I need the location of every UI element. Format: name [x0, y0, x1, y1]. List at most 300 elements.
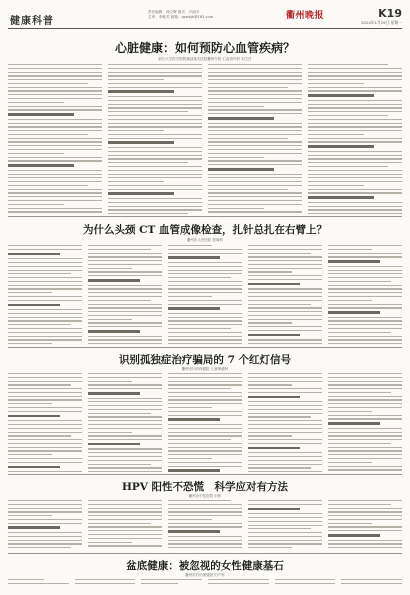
- text-line: [108, 181, 164, 182]
- text-line: [208, 174, 302, 175]
- text-line: [108, 213, 188, 214]
- text-line: [88, 271, 162, 272]
- text-line: [248, 245, 322, 246]
- text-line: [208, 196, 302, 197]
- text-line: [8, 439, 82, 440]
- text-line: [208, 168, 274, 171]
- text-line: [328, 253, 402, 254]
- text-line: [88, 464, 151, 465]
- text-line: [168, 439, 231, 440]
- text-line: [88, 326, 162, 327]
- text-line: [248, 420, 322, 421]
- text-line: [168, 500, 231, 501]
- text-line: [8, 420, 82, 421]
- text-line: [248, 536, 322, 537]
- text-line: [88, 523, 151, 524]
- text-line: [88, 526, 162, 527]
- text-line: [168, 515, 242, 516]
- text-line: [88, 401, 162, 402]
- text-lines: [208, 579, 269, 584]
- text-line: [108, 75, 202, 76]
- text-line: [308, 115, 388, 116]
- text-line: [8, 300, 82, 301]
- text-line: [8, 343, 52, 344]
- text-line: [108, 130, 164, 131]
- text-line: [208, 141, 302, 142]
- newspaper-page: [8, 6, 402, 589]
- text-line: [328, 428, 402, 429]
- text-line: [8, 332, 82, 333]
- text-line: [248, 447, 300, 450]
- text-line: [88, 268, 132, 269]
- text-line: [8, 519, 82, 520]
- text-line: [208, 134, 302, 135]
- text-line: [8, 458, 82, 459]
- text-line: [8, 72, 102, 73]
- text-line: [8, 339, 82, 340]
- text-line: [168, 519, 212, 520]
- text-line: [328, 332, 391, 333]
- text-line: [328, 388, 402, 389]
- text-line: [8, 177, 102, 178]
- text-line: [328, 439, 402, 440]
- text-line: [88, 311, 162, 312]
- text-line: [8, 130, 102, 131]
- text-line: [248, 543, 322, 544]
- text-line: [248, 296, 322, 297]
- text-line: [308, 155, 402, 156]
- text-lines: [341, 579, 402, 584]
- text-line: [248, 300, 322, 301]
- article-headline: 识别孤独症治疗骗局的 7 个红灯信号: [118, 354, 292, 366]
- text-line: [168, 403, 242, 404]
- text-line: [328, 469, 402, 470]
- text-line: [248, 471, 322, 472]
- text-line: [208, 79, 302, 80]
- text-line: [108, 174, 202, 175]
- text-line: [88, 448, 162, 449]
- text-line: [168, 432, 242, 433]
- text-line: [168, 277, 231, 278]
- text-line: [248, 268, 322, 269]
- text-line: [108, 83, 202, 84]
- text-line: [88, 435, 162, 436]
- text-line: [8, 462, 82, 463]
- text-line: [8, 292, 52, 293]
- text-line: [248, 452, 322, 453]
- text-line: [168, 388, 231, 389]
- article-divider: [8, 553, 402, 554]
- text-line: [8, 90, 102, 91]
- text-line: [8, 399, 82, 400]
- text-line: [168, 447, 242, 448]
- text-column: [275, 579, 336, 589]
- text-lines: [248, 373, 322, 472]
- text-line: [308, 162, 402, 163]
- text-line: [8, 373, 82, 374]
- text-line: [168, 292, 242, 293]
- text-line: [308, 119, 402, 120]
- text-line: [168, 296, 212, 297]
- text-line: [88, 515, 162, 516]
- text-column: [88, 245, 162, 345]
- text-line: [88, 443, 140, 446]
- text-line: [108, 123, 202, 124]
- text-column: [8, 373, 82, 473]
- text-line: [8, 526, 60, 529]
- text-line: [8, 523, 82, 524]
- text-line: [248, 521, 322, 522]
- text-line: [328, 443, 391, 444]
- text-line: [168, 273, 242, 274]
- text-line: [168, 328, 231, 329]
- text-line: [168, 320, 242, 321]
- text-column: [8, 245, 82, 345]
- text-line: [328, 307, 402, 308]
- article-body: [8, 245, 402, 345]
- text-column: [75, 579, 136, 589]
- text-line: [248, 304, 311, 305]
- text-line: [8, 102, 64, 103]
- text-line: [208, 90, 302, 91]
- text-line: [8, 424, 82, 425]
- text-line: [208, 579, 269, 580]
- text-line: [168, 411, 242, 412]
- text-line: [328, 504, 391, 505]
- page-number: K19: [378, 7, 402, 20]
- text-line: [108, 177, 202, 178]
- text-line: [8, 443, 82, 444]
- text-line: [248, 435, 292, 436]
- text-line: [108, 198, 202, 199]
- text-line: [328, 324, 402, 325]
- text-line: [248, 384, 292, 385]
- text-line: [308, 158, 402, 159]
- text-line: [108, 104, 202, 105]
- text-line: [248, 283, 300, 286]
- text-lines: [248, 500, 322, 548]
- text-line: [248, 396, 300, 399]
- text-column: [8, 500, 82, 552]
- text-line: [168, 381, 242, 382]
- text-line: [248, 540, 322, 541]
- text-line: [328, 296, 402, 297]
- text-lines: [328, 373, 402, 471]
- text-line: [328, 256, 402, 257]
- text-line: [8, 119, 102, 120]
- text-line: [308, 111, 402, 112]
- text-line: [88, 315, 162, 316]
- text-line: [208, 189, 288, 190]
- text-lines: [141, 579, 202, 584]
- text-line: [108, 151, 202, 152]
- text-line: [208, 72, 302, 73]
- text-line: [168, 523, 242, 524]
- text-line: [8, 411, 82, 412]
- text-line: [248, 532, 322, 533]
- text-lines: [275, 579, 336, 584]
- text-line: [328, 270, 402, 271]
- text-line: [208, 75, 302, 76]
- article-divider: [8, 474, 402, 475]
- text-line: [75, 583, 136, 584]
- text-line: [328, 511, 402, 512]
- article-byline: 衢州市中医医院 妇科: [188, 494, 222, 498]
- article-byline: 衢州市妇幼保健院 妇产科: [185, 573, 225, 577]
- text-line: [308, 181, 402, 182]
- text-line: [168, 256, 220, 259]
- text-line: [308, 130, 402, 131]
- text-lines: [8, 245, 82, 344]
- text-line: [8, 141, 102, 142]
- text-line: [328, 540, 402, 541]
- text-line: [8, 249, 82, 250]
- text-line: [108, 158, 202, 159]
- text-line: [8, 432, 82, 433]
- text-line: [248, 334, 300, 337]
- text-column: [8, 579, 69, 589]
- text-line: [8, 211, 102, 212]
- text-line: [8, 296, 82, 297]
- text-lines: [168, 245, 242, 344]
- text-line: [168, 392, 242, 393]
- text-line: [168, 304, 242, 305]
- text-line: [328, 317, 402, 318]
- section-title: 健康科普: [10, 16, 54, 27]
- text-line: [248, 322, 292, 323]
- text-line: [8, 134, 88, 135]
- text-line: [8, 258, 82, 259]
- text-line: [88, 467, 162, 468]
- text-line: [108, 68, 202, 69]
- text-line: [88, 542, 132, 543]
- text-line: [208, 192, 302, 193]
- text-line: [88, 500, 162, 501]
- text-line: [208, 157, 264, 158]
- text-line: [108, 115, 202, 116]
- text-line: [88, 388, 162, 389]
- text-line: [8, 181, 102, 182]
- text-line: [168, 466, 242, 467]
- text-line: [108, 192, 174, 195]
- text-line: [248, 439, 322, 440]
- text-line: [8, 109, 102, 110]
- text-line: [168, 536, 242, 537]
- text-line: [88, 424, 162, 425]
- text-line: [328, 249, 372, 250]
- text-line: [8, 149, 102, 150]
- text-line: [308, 100, 402, 101]
- text-line: [8, 160, 102, 161]
- text-line: [341, 579, 402, 580]
- text-line: [88, 519, 162, 520]
- text-line: [8, 79, 102, 80]
- text-line: [248, 307, 322, 308]
- text-line: [8, 336, 82, 337]
- text-line: [88, 381, 132, 382]
- text-line: [328, 432, 402, 433]
- text-column: [141, 579, 202, 589]
- text-line: [308, 177, 402, 178]
- text-line: [308, 83, 364, 84]
- editor-line: 责任编辑：徐文辉 版式：卢丽平: [148, 10, 200, 14]
- text-line: [208, 130, 302, 131]
- text-line: [168, 262, 242, 263]
- text-line: [88, 439, 162, 440]
- text-line: [328, 300, 372, 301]
- text-line: [88, 398, 162, 399]
- text-line: [328, 381, 402, 382]
- text-column: [248, 500, 322, 552]
- text-lines: [75, 579, 136, 584]
- text-line: [88, 432, 132, 433]
- text-line: [88, 384, 162, 385]
- text-line: [8, 435, 71, 436]
- text-line: [248, 508, 300, 511]
- text-line: [88, 343, 162, 344]
- text-line: [8, 500, 82, 501]
- text-line: [248, 377, 322, 378]
- text-line: [328, 508, 402, 509]
- text-line: [308, 87, 402, 88]
- text-line: [168, 384, 242, 385]
- text-line: [108, 202, 202, 203]
- text-line: [8, 392, 82, 393]
- editor-line: 主审：李敏芳 邮箱：qzwbjk@163.com: [148, 15, 214, 19]
- text-line: [168, 373, 242, 374]
- text-line: [108, 96, 202, 97]
- text-line: [328, 373, 402, 374]
- text-line: [248, 288, 322, 289]
- text-line: [88, 405, 162, 406]
- text-line: [248, 424, 322, 425]
- text-line: [248, 413, 322, 414]
- article-body: [8, 579, 402, 589]
- text-column: [88, 500, 162, 552]
- text-line: [208, 181, 302, 182]
- text-line: [8, 204, 64, 205]
- text-line: [208, 102, 302, 103]
- text-line: [75, 579, 136, 580]
- text-column: [168, 500, 242, 552]
- text-line: [8, 126, 102, 127]
- text-line: [108, 87, 202, 88]
- text-line: [328, 399, 402, 400]
- article-headline: HPV 阳性不恐慌 科学应对有方法: [121, 481, 289, 493]
- text-line: [88, 249, 151, 250]
- text-line: [8, 153, 64, 154]
- text-lines: [308, 64, 402, 214]
- text-line: [328, 523, 372, 524]
- text-line: [248, 500, 322, 501]
- text-line: [88, 300, 151, 301]
- text-line: [328, 377, 402, 378]
- text-line: [88, 420, 162, 421]
- text-line: [88, 253, 162, 254]
- text-line: [88, 304, 162, 305]
- text-line: [88, 279, 140, 282]
- text-line: [168, 249, 242, 250]
- text-line: [208, 211, 302, 212]
- text-line: [328, 304, 402, 305]
- text-line: [8, 511, 82, 512]
- text-line: [328, 422, 380, 425]
- text-line: [248, 275, 322, 276]
- text-line: [308, 138, 402, 139]
- text-line: [248, 409, 322, 410]
- article-byline: 衢州市妇幼保健院 儿童保健科: [181, 367, 229, 371]
- text-line: [108, 111, 188, 112]
- text-line: [88, 288, 162, 289]
- article-headline: 盆底健康：被忽视的女性健康基石: [126, 560, 284, 572]
- text-line: [8, 68, 102, 69]
- text-column: [248, 245, 322, 345]
- text-line: [8, 317, 82, 318]
- text-line: [168, 396, 242, 397]
- text-line: [208, 204, 302, 205]
- article-body: [8, 64, 402, 214]
- text-line: [328, 336, 402, 337]
- text-line: [8, 281, 82, 282]
- text-line: [208, 106, 264, 107]
- text-line: [328, 415, 402, 416]
- text-lines: [248, 245, 322, 344]
- text-line: [108, 134, 202, 135]
- text-column: [328, 245, 402, 345]
- text-line: [208, 94, 302, 95]
- text-line: [168, 547, 242, 548]
- text-line: [248, 319, 322, 320]
- text-line: [8, 192, 102, 193]
- text-line: [208, 164, 302, 165]
- text-line: [8, 64, 102, 65]
- text-line: [248, 315, 322, 316]
- text-line: [108, 162, 188, 163]
- text-line: [248, 517, 322, 518]
- text-line: [8, 285, 82, 286]
- text-line: [168, 245, 212, 246]
- text-line: [248, 292, 322, 293]
- text-line: [108, 141, 174, 144]
- text-line: [168, 540, 242, 541]
- text-line: [8, 454, 52, 455]
- text-line: [328, 339, 402, 340]
- article-divider: [8, 347, 402, 348]
- text-line: [168, 424, 242, 425]
- text-line: [248, 264, 322, 265]
- text-lines: [8, 579, 69, 584]
- text-line: [308, 79, 402, 80]
- text-line: [168, 300, 242, 301]
- text-line: [208, 83, 302, 84]
- text-line: [8, 174, 102, 175]
- text-line: [308, 68, 402, 69]
- text-line: [88, 296, 162, 297]
- text-line: [168, 288, 242, 289]
- text-line: [328, 519, 402, 520]
- text-line: [168, 504, 242, 505]
- text-line: [248, 330, 322, 331]
- text-column: [308, 64, 402, 214]
- text-line: [8, 277, 82, 278]
- text-line: [308, 213, 402, 214]
- text-line: [88, 339, 162, 340]
- text-line: [108, 107, 202, 108]
- text-line: [8, 403, 52, 404]
- text-line: [248, 343, 322, 344]
- text-line: [88, 322, 162, 323]
- text-line: [328, 418, 402, 419]
